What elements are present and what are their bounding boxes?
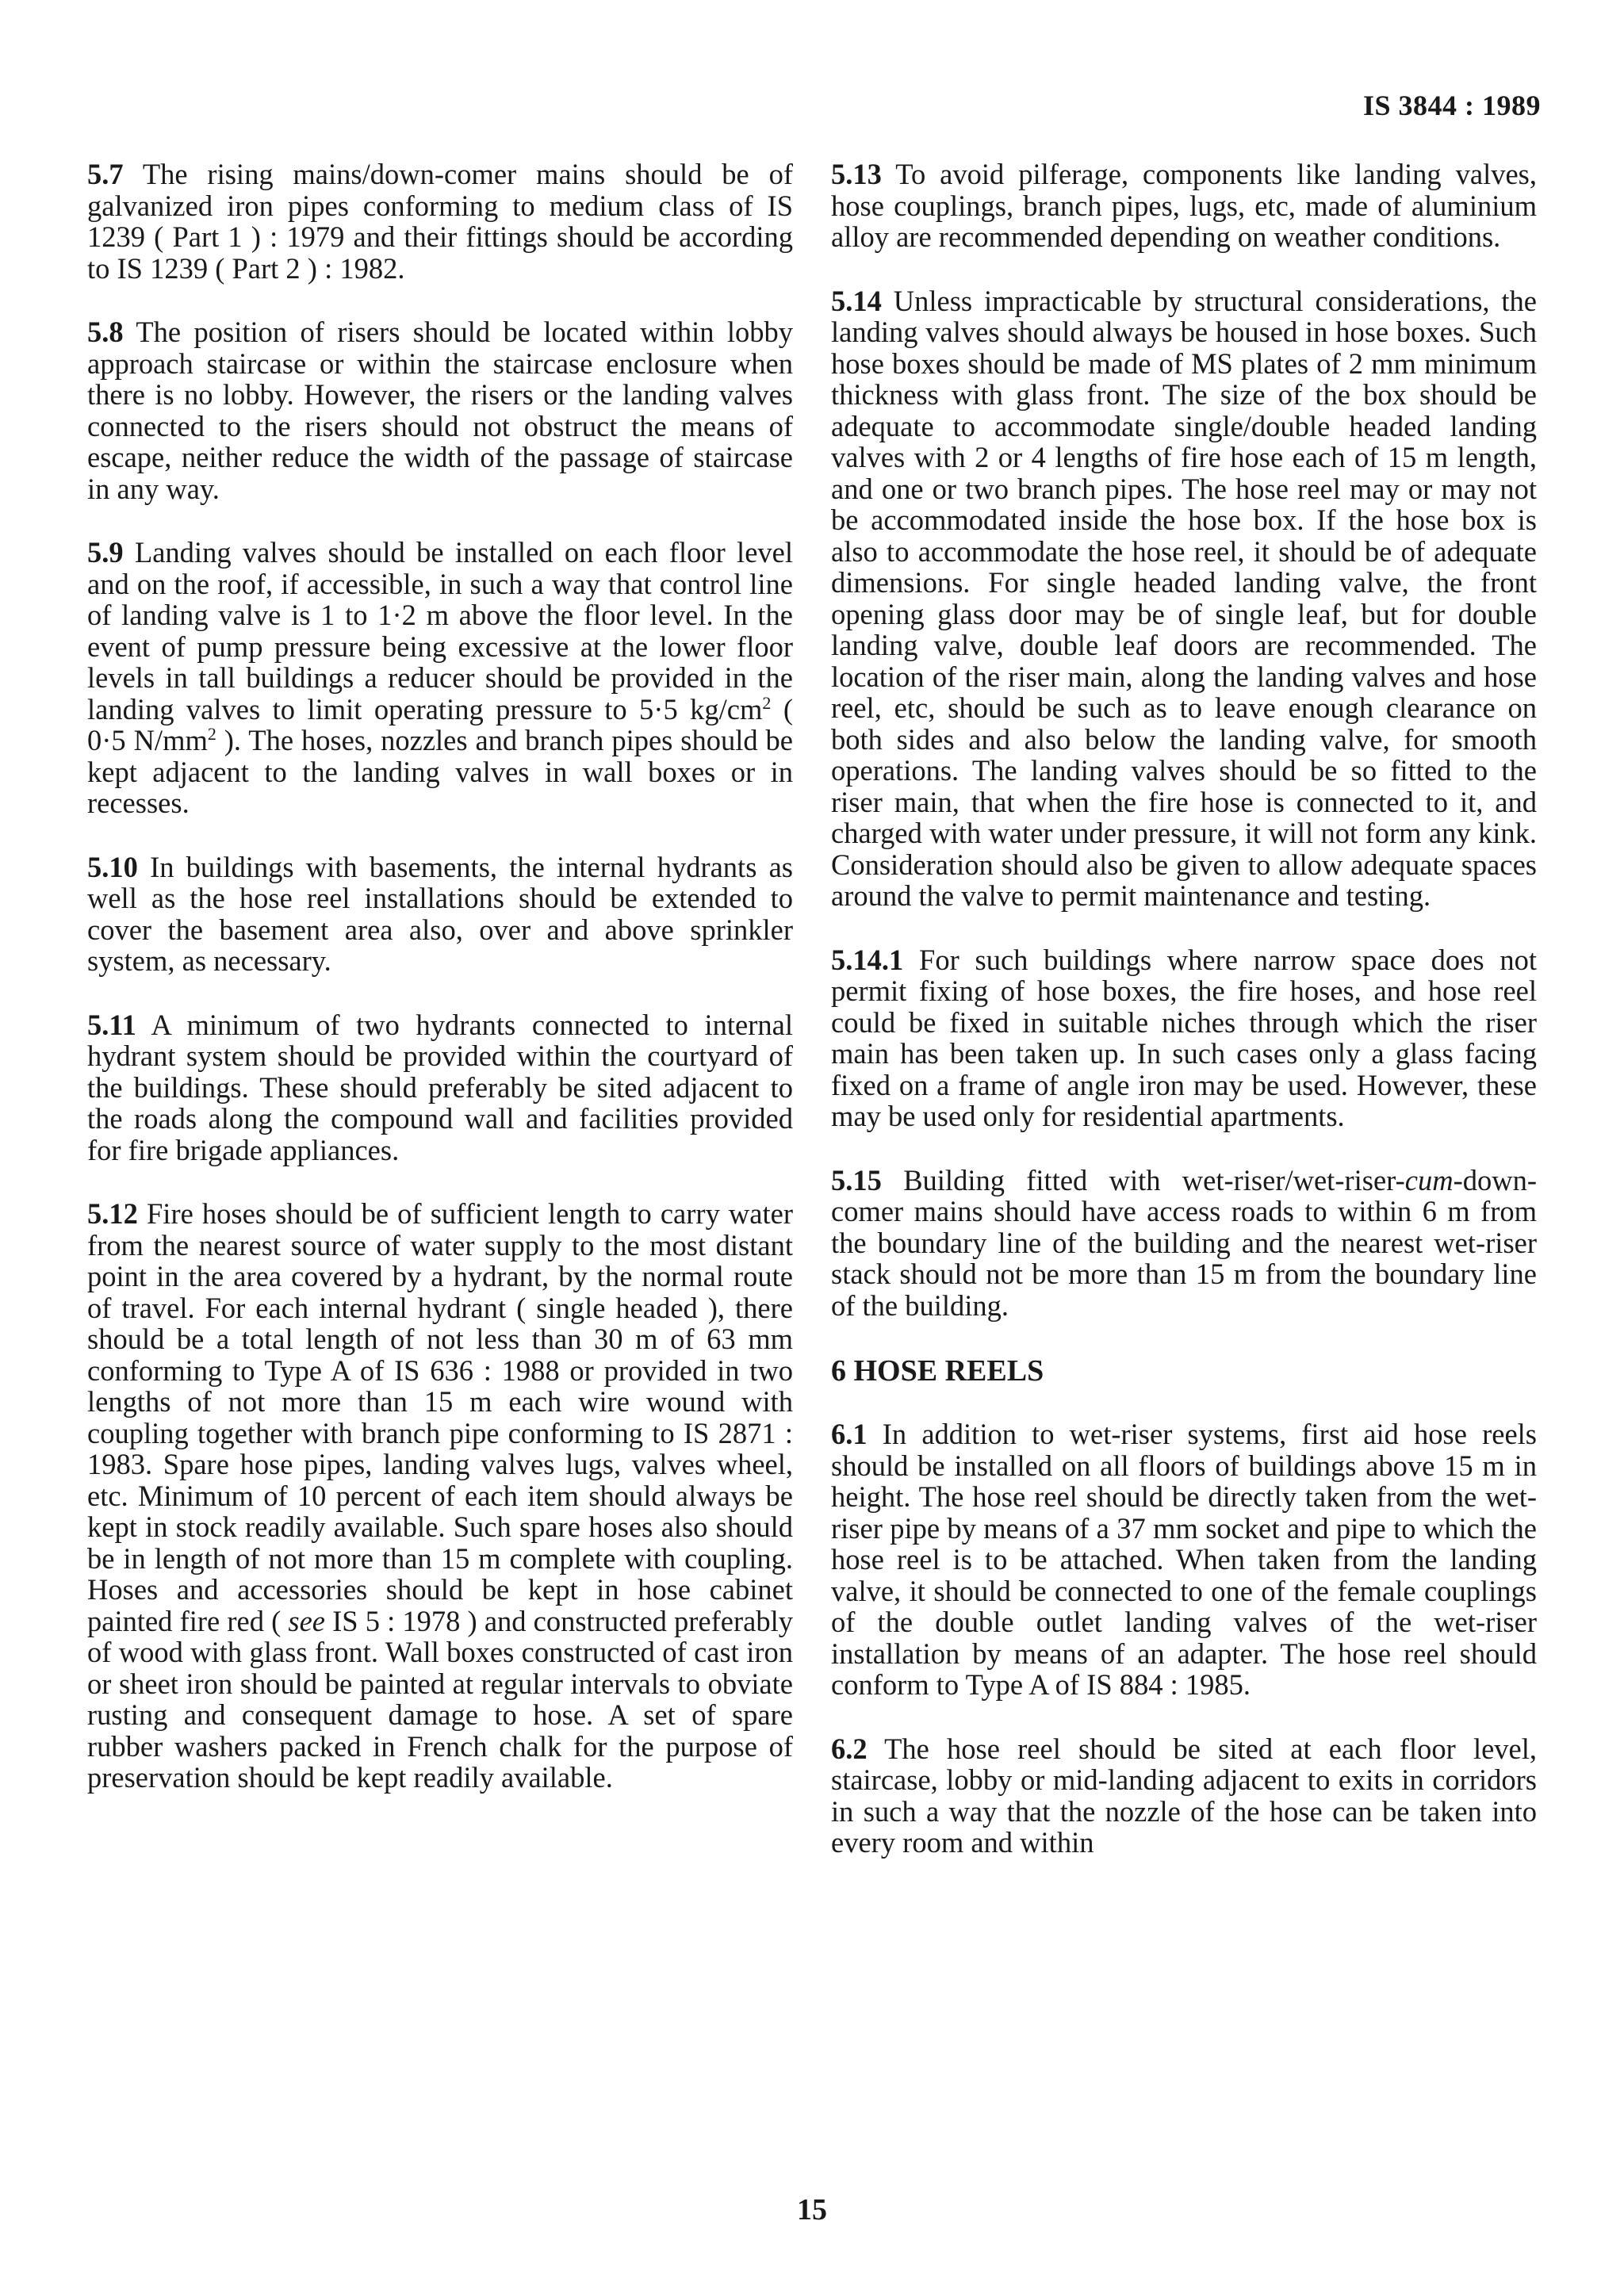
clause-text: The position of risers should be located within lobby approach staircase or within the staircase enclosure when there is no lobby. However, the risers or the landing valves connected to the risers should not obstruct the means of escape, neither reduce the width of the passage of staircase in any way. [87,316,793,505]
clause-number: 5.15 [831,1163,882,1196]
clause-text: A minimum of two hydrants connected to internal hydrant system should be provided within the courtyard of the buildings. These should preferably be sited adjacent to the roads along the compound wall and facilities provided for fire brigade appliances. [87,1008,793,1166]
clause-5-10 [87,852,793,977]
clause-5-8 [87,316,793,504]
clause-number: 5.12 [87,1197,138,1230]
clause-number: 5.13 [831,158,882,190]
clause-text: To avoid pilferage, components like landing valves, hose couplings, branch pipes, lugs, etc, made of aluminium alloy are recommended depending on weather conditions. [831,158,1537,253]
clause-text: In addition to wet-riser systems, first aid hose reels should be installed on all floors of buildings above 15 m in height. The hose reel should be directly taken from the wet-riser pipe by means of a 37 mm socket and pipe to which the hose reel is to be attached. When taken from the landing valve, it should be connected to one of the female couplings of the double outlet landing valves of the wet-riser installation by means of an adapter. The hose reel should conform to Type A of IS 884 : 1985. [831,1418,1538,1701]
italic-reference: see [288,1604,325,1637]
clause-5-13 [831,159,1537,253]
clause-number: 5.11 [87,1008,136,1041]
clause-text: Fire hoses should be of sufficient length to carry water from the nearest source of water supply to the most distant point in the area covered by a hydrant, by the normal route of travel. For each internal hydrant ( single headed ), there should be a total length of not less than 30 m of 63 mm conforming to Type A of IS 636 : 1988 or provided in two lengths of not more than 15 m each wire wound with coupling together with branch pipe conforming to IS 2871 : 1983. Spare hose pipes, landing valves lugs, valves wheel, etc. Minimum of 10 percent of each item should always be kept in stock readily available. Such spare hoses also should be in length of not more than 15 m complete with coupling. Hoses and accessories should be kept in hose cabinet painted fire red ( [87,1197,793,1637]
superscript: 2 [207,723,216,744]
section-heading-hose-reels: 6 HOSE REELS [831,1354,1044,1388]
clause-text: For such buildings where narrow space does not permit fixing of hose boxes, the fire hoses, and hose reel could be fixed in suitable niches through which the riser main has been taken up. In such cases only a glass facing fixed on a frame of angle iron may be used. However, these may be used only for residential apartments. [831,943,1537,1132]
clause-5-12 [87,1198,793,1794]
clause-number: 6.1 [831,1418,868,1450]
clause-5-11 [87,1009,793,1166]
clause-5-15 [831,1165,1537,1322]
clause-number: 5.10 [87,850,138,883]
clause-number: 5.9 [87,536,124,569]
clause-text: The rising mains/down-comer mains should be of galvanized iron pipes conforming to medium class of IS 1239 ( Part 1 ) : 1979 and their fittings should be according to IS 1239 ( Part 2 ) : 1982. [87,158,794,285]
clause-6-2 [831,1733,1537,1859]
clause-5-14 [831,285,1537,912]
clause-5-9 [87,537,793,819]
page-number: 15 [797,2193,827,2226]
clause-6-1 [831,1418,1537,1701]
clause-text: The hose reel should be sited at each floor level, staircase, lobby or mid-landing adjacent to exits in corridors in such a way that the nozzle of the hose can be taken into every room and within [831,1732,1537,1859]
superscript: 2 [762,692,772,713]
clause-number: 6.2 [831,1732,868,1765]
clause-text-continued: ( 0·5 N/mm [87,692,794,756]
clause-text-continued: ). The hoses, nozzles and branch pipes should be kept adjacent to the landing valves in wall boxes or in recesses. [87,724,793,819]
clause-text: Unless impracticable by structural considerations, the landing valves should always be housed in hose boxes. Such hose boxes should be made of MS plates of 2 mm minimum thickness with glass front. The size of the box should be adequate to accommodate single/double headed landing valves with 2 or 4 lengths of fire hose each of 15 m length, and one or two branch pipes. The hose reel may or may not be accommodated inside the hose box. If the hose box is also to accommodate the hose reel, it should be of adequate dimensions. For single headed landing valve, the front opening glass door may be of single leaf, but for double landing valve, double leaf doors are recommended. The location of the riser main, along the landing valves and hose reel, etc, should be such as to leave enough clearance on both sides and also below the landing valve, for smooth operations. The landing valves should be so fitted to the riser main, that when the fire hose is connected to it, and charged with water under pressure, it will not form any kink. Consideration should also be given to allow adequate spaces around the valve to permit maintenance and testing. [831,284,1537,912]
clause-text: Landing valves should be installed on each floor level and on the roof, if accessible, in such a way that control line of landing valve is 1 to 1·2 m above the floor level. In the event of pump pressure being excessive at the lower floor levels in tall buildings a reducer should be provided in the landing valves to limit operating pressure to 5·5 kg/cm [87,536,793,726]
standard-number-header: IS 3844 : 1989 [1362,90,1541,121]
clause-text-continued: IS 5 : 1978 ) and constructed preferably of wood with glass front. Wall boxes constructed of cast iron or sheet iron should be painted at regular intervals to obviate rusting and consequent damage to hose. A set of spare rubber washers packed in French chalk for the purpose of preservation should be kept readily available. [87,1604,793,1794]
clause-text: In buildings with basements, the internal hydrants as well as the hose reel installations should be extended to cover the basement area also, over and above sprinkler system, as necessary. [87,850,794,977]
clause-text: Building fitted with wet-riser/wet-riser- [903,1163,1405,1196]
clause-number: 5.14.1 [831,943,904,976]
clause-number: 5.8 [87,316,124,348]
left-column [87,159,793,1826]
clause-5-14-1 [831,944,1537,1132]
italic-term: cum [1404,1163,1454,1196]
right-column [831,159,1537,1891]
clause-text-continued: -down-comer mains should have access roads to within 6 m from the boundary line of the building and the nearest wet-riser stack should not be more than 15 m from the boundary line of the building. [831,1163,1537,1322]
clause-5-7 [87,159,793,284]
clause-number: 5.7 [87,158,124,190]
clause-number: 5.14 [831,284,882,317]
